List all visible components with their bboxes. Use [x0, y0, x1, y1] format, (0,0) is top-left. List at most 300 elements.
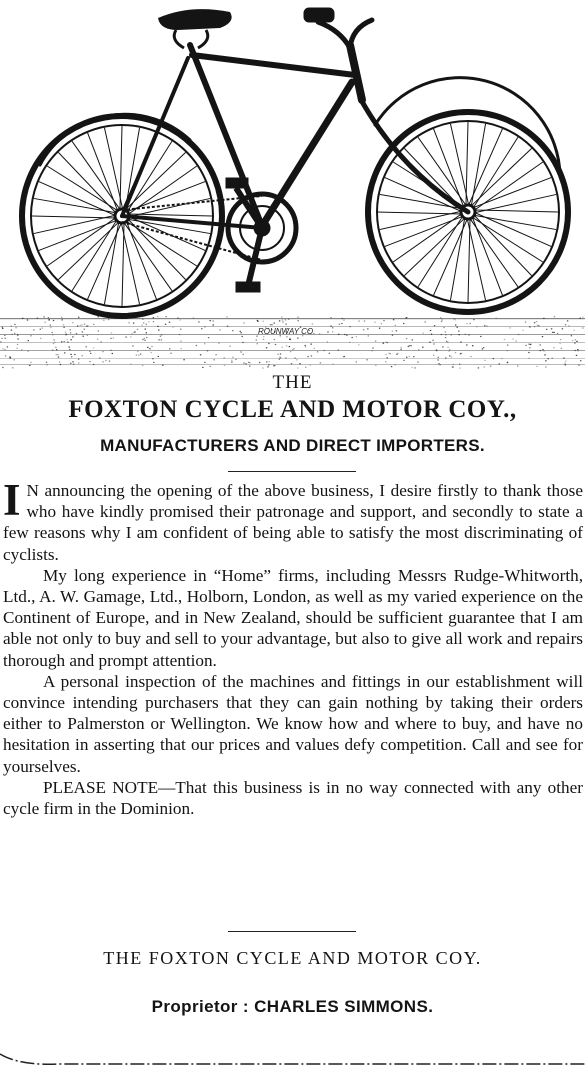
ground-dot	[196, 345, 197, 346]
ground-dot	[56, 349, 57, 350]
ground-dot	[144, 340, 145, 341]
ground-dot	[249, 366, 250, 367]
ground-dot	[150, 348, 151, 349]
ground-dot	[575, 350, 576, 351]
ground-dot	[379, 328, 380, 329]
ground-dot	[224, 357, 225, 358]
ground-dot	[565, 324, 566, 325]
ground-dot	[161, 339, 162, 340]
ground-dot	[109, 361, 110, 362]
ground-dot	[478, 367, 479, 368]
ground-dot	[279, 359, 280, 360]
ground-dot	[70, 332, 71, 333]
ground-dot	[198, 321, 199, 322]
ground-dot	[580, 360, 581, 361]
ground-dot	[395, 325, 396, 326]
ground-dot	[273, 365, 274, 366]
ground-dot	[406, 338, 407, 339]
ground-dot	[84, 329, 85, 330]
ground-dot	[98, 316, 99, 317]
ground-dot	[207, 350, 208, 351]
wheel-spoke	[472, 216, 502, 295]
ground-dot	[554, 316, 555, 317]
ground-dot	[282, 347, 283, 348]
ground-dot	[63, 327, 64, 328]
ground-dot	[507, 345, 508, 346]
ground-dot	[447, 342, 448, 343]
ground-dot	[343, 356, 344, 357]
ground-dot	[215, 354, 216, 355]
ground-dot	[46, 364, 47, 365]
ground-dot	[67, 342, 68, 343]
ground-dot	[542, 336, 543, 337]
ground-dot	[295, 358, 296, 359]
ground-dot	[22, 318, 23, 319]
ground-dot	[413, 356, 414, 357]
ground-dot	[470, 356, 471, 357]
ground-dot	[263, 321, 264, 322]
ground-dot	[93, 364, 94, 365]
ground-dot	[37, 318, 38, 319]
ground-dot	[17, 334, 18, 335]
ground-dot	[408, 346, 409, 347]
ground-dot	[17, 344, 18, 345]
ground-dot	[142, 365, 143, 366]
ground-dot	[86, 346, 87, 347]
ground-dot	[70, 329, 71, 330]
ground-dot	[93, 324, 94, 325]
ground-dot	[61, 317, 62, 318]
paragraph-4: PLEASE NOTE—That this business is in no way connected with any other cycle firm in the Dominion.	[3, 777, 583, 819]
ground-dot	[162, 365, 163, 366]
ground-dot	[183, 359, 184, 360]
ground-dot	[213, 320, 214, 321]
ground-dot	[445, 334, 446, 335]
ground-dot	[268, 364, 269, 365]
ground-dot	[280, 353, 281, 354]
ground-dot	[286, 336, 287, 337]
ground-dot	[140, 354, 141, 355]
ground-dot	[69, 349, 70, 350]
ground-dot	[29, 365, 30, 366]
ground-dot	[82, 331, 83, 332]
ground-dot	[297, 317, 298, 318]
ground-dot	[151, 352, 152, 353]
ground-dot	[552, 358, 553, 359]
wheel-spoke	[32, 216, 116, 218]
ground-dot	[311, 355, 312, 356]
ground-dot	[30, 362, 31, 363]
ground-dot	[314, 348, 315, 349]
ground-dot	[53, 339, 54, 340]
ground-dot	[425, 321, 426, 322]
ground-dot	[158, 330, 159, 331]
ground-dot	[293, 348, 294, 349]
ground-dot	[290, 339, 291, 340]
ground-dot	[582, 327, 583, 328]
ground-dot	[381, 323, 382, 324]
ground-dot	[528, 344, 529, 345]
ground-dot	[482, 348, 483, 349]
ground-dot	[274, 339, 275, 340]
ground-dot	[455, 319, 456, 320]
ground-dot	[453, 364, 454, 365]
ground-dot	[538, 325, 539, 326]
ground-dot	[231, 362, 232, 363]
ground-dot	[259, 362, 260, 363]
ground-dot	[358, 344, 359, 345]
ground-dot	[165, 324, 166, 325]
ground-dot	[363, 329, 364, 330]
ground-dot	[2, 327, 3, 328]
ground-dot	[540, 344, 541, 345]
ground-dot	[563, 358, 564, 359]
wheel-spoke	[128, 198, 210, 216]
ground-dot	[232, 357, 233, 358]
ground-dot	[395, 364, 396, 365]
ground-dot	[451, 356, 452, 357]
ground-dot	[142, 339, 143, 340]
ground-dot	[271, 324, 272, 325]
ground-dot	[193, 317, 194, 318]
ground-dot	[146, 337, 147, 338]
ground-dot	[441, 320, 442, 321]
ground-dot	[422, 347, 423, 348]
ground-dot	[483, 366, 484, 367]
ground-dot	[15, 327, 16, 328]
ground-dot	[46, 362, 47, 363]
ground-dot	[50, 325, 51, 326]
ground-dot	[108, 319, 109, 320]
ground-dot	[466, 323, 467, 324]
ground-dot	[388, 353, 389, 354]
footer-company-name: THE FOXTON CYCLE AND MOTOR COY.	[103, 948, 482, 968]
wheel-spoke	[466, 122, 468, 206]
wheel-spoke	[468, 218, 470, 302]
ground-dot	[21, 349, 22, 350]
ground-dot	[577, 349, 578, 350]
ground-dot	[17, 335, 18, 336]
ground-dot	[443, 327, 444, 328]
ground-dot	[372, 348, 373, 349]
ground-dot	[447, 347, 448, 348]
ground-dot	[551, 328, 552, 329]
ground-dot	[409, 356, 410, 357]
ground-dot	[383, 320, 384, 321]
ground-dot	[130, 336, 131, 337]
ground-dot	[160, 336, 161, 337]
ground-dot	[202, 367, 203, 368]
ground-dot	[73, 364, 74, 365]
wheel-spoke	[434, 129, 464, 208]
ground-dot	[112, 353, 113, 354]
ground-dot	[390, 353, 391, 354]
ground-dot	[245, 363, 246, 364]
illustration-caption: ROUNWAY CO.	[258, 327, 316, 336]
ground-dot	[181, 348, 182, 349]
ground-dot	[405, 317, 406, 318]
ground-dot	[449, 349, 450, 350]
ground-dot	[518, 334, 519, 335]
divider-top	[228, 471, 356, 472]
ground-dot	[279, 357, 280, 358]
ground-dot	[70, 339, 71, 340]
ground-dot	[567, 320, 568, 321]
ground-dot	[453, 318, 454, 319]
ground-dot	[457, 327, 458, 328]
ground-dot	[49, 319, 50, 320]
ground-dot	[557, 333, 558, 334]
ground-dot	[495, 318, 496, 319]
ground-dot	[391, 366, 392, 367]
ground-dot	[59, 361, 60, 362]
ground-dot	[172, 327, 173, 328]
ground-dot	[224, 365, 225, 366]
ground-dot	[282, 320, 283, 321]
ground-dot	[472, 345, 473, 346]
ground-dot	[480, 336, 481, 337]
ground-dot	[542, 349, 543, 350]
ground-dot	[12, 367, 13, 368]
ground-dot	[52, 332, 53, 333]
ground-dot	[69, 346, 70, 347]
ground-dot	[451, 334, 452, 335]
ground-dot	[565, 360, 566, 361]
ground-dot	[266, 361, 267, 362]
ground-dot	[240, 331, 241, 332]
ground-dot	[568, 325, 569, 326]
ground-dot	[582, 317, 583, 318]
wheel-spoke	[120, 126, 122, 210]
ground-dot	[559, 343, 560, 344]
ground-dot	[548, 358, 549, 359]
ground-dot	[102, 351, 103, 352]
ground-dot	[296, 359, 297, 360]
ground-dot	[515, 341, 516, 342]
ground-dot	[445, 337, 446, 338]
ground-dot	[356, 336, 357, 337]
ground-dot	[310, 365, 311, 366]
ground-dot	[145, 329, 146, 330]
ground-dot	[132, 345, 133, 346]
ground-dot	[440, 364, 441, 365]
ground-dot	[484, 360, 485, 361]
ground-dot	[371, 350, 372, 351]
ground-dot	[486, 325, 487, 326]
ground-dot	[525, 345, 526, 346]
ground-dot	[70, 363, 71, 364]
ground-dot	[540, 350, 541, 351]
ground-dot	[545, 360, 546, 361]
ground-dot	[349, 326, 350, 327]
ground-dot	[268, 361, 269, 362]
ground-dot	[133, 332, 134, 333]
ground-dot	[99, 357, 100, 358]
ground-dot	[5, 355, 6, 356]
ground-dot	[80, 325, 81, 326]
ground-dot	[346, 335, 347, 336]
ground-dot	[78, 362, 79, 363]
ground-dot	[16, 348, 17, 349]
ground-dot	[11, 334, 12, 335]
ground-dot	[543, 318, 544, 319]
ground-dot	[248, 362, 249, 363]
ground-dot	[338, 334, 339, 335]
ground-dot	[9, 356, 10, 357]
ground-dot	[338, 349, 339, 350]
ground-dot	[465, 334, 466, 335]
ground-dot	[459, 364, 460, 365]
ground-dot	[449, 355, 450, 356]
ground-dot	[392, 331, 393, 332]
ground-dot	[219, 329, 220, 330]
ground-dot	[210, 366, 211, 367]
ground-dot	[291, 363, 292, 364]
ground-dot	[111, 350, 112, 351]
ground-dot	[98, 330, 99, 331]
ground-dot	[430, 330, 431, 331]
wheel-spoke	[122, 222, 124, 306]
ground-dot	[93, 347, 94, 348]
ground-dot	[78, 317, 79, 318]
ground-dot	[14, 359, 15, 360]
ground-dot	[458, 331, 459, 332]
ground-dot	[484, 325, 485, 326]
ground-dot	[267, 366, 268, 367]
ground-dot	[28, 351, 29, 352]
ground-dot	[177, 318, 178, 319]
divider-bottom	[228, 931, 356, 932]
ground-dot	[410, 345, 411, 346]
ground-dot	[448, 351, 449, 352]
ground-dot	[180, 341, 181, 342]
ground-dot	[507, 350, 508, 351]
ground-dot	[78, 359, 79, 360]
ground-dot	[263, 339, 264, 340]
ground-dot	[288, 319, 289, 320]
ground-dot	[312, 324, 313, 325]
ground-dot	[137, 329, 138, 330]
ground-dot	[375, 341, 376, 342]
ground-dot	[396, 354, 397, 355]
ground-dot	[432, 340, 433, 341]
ground-dot	[571, 335, 572, 336]
ground-dot	[356, 361, 357, 362]
drop-cap: I	[3, 475, 21, 525]
ground-dot	[285, 357, 286, 358]
ground-dot	[53, 343, 54, 344]
ground-dot	[324, 350, 325, 351]
ground-dot	[441, 334, 442, 335]
ground-dot	[146, 324, 147, 325]
ground-dot	[375, 365, 376, 366]
ground-dot	[67, 339, 68, 340]
ground-dot	[576, 355, 577, 356]
ground-dot	[180, 329, 181, 330]
ground-dot	[146, 332, 147, 333]
ground-dot	[242, 342, 243, 343]
ground-dot	[460, 353, 461, 354]
ground-dot	[2, 367, 3, 368]
ground-dot	[343, 320, 344, 321]
ground-dot	[11, 330, 12, 331]
ground-dot	[534, 326, 535, 327]
wheel-spoke	[88, 133, 118, 212]
ground-dot	[329, 353, 330, 354]
ground-dot	[423, 333, 424, 334]
ground-dot	[403, 323, 404, 324]
ground-dot	[580, 318, 581, 319]
ground-dot	[507, 362, 508, 363]
ground-dot	[83, 336, 84, 337]
ground-dot	[60, 364, 61, 365]
ground-dot	[368, 335, 369, 336]
ground-dot	[231, 360, 232, 361]
ground-dot	[153, 321, 154, 322]
ground-dot	[277, 354, 278, 355]
ground-dot	[0, 341, 1, 342]
ground-dot	[274, 323, 275, 324]
ground-dot	[33, 329, 34, 330]
ground-dot	[262, 368, 263, 369]
ground-dot	[383, 342, 384, 343]
ground-dot	[349, 342, 350, 343]
ground-dot	[298, 320, 299, 321]
ground-dot	[263, 336, 264, 337]
ground-dot	[546, 329, 547, 330]
ground-dot	[330, 317, 331, 318]
ground-dot	[344, 334, 345, 335]
ground-dot	[84, 324, 85, 325]
ground-dot	[128, 322, 129, 323]
ground-dot	[466, 344, 467, 345]
ground-dot	[30, 335, 31, 336]
ground-texture	[0, 318, 585, 365]
wheel-spoke	[474, 194, 556, 212]
ground-dot	[257, 343, 258, 344]
ground-dot	[393, 319, 394, 320]
ground-dot	[574, 342, 575, 343]
ground-dot	[210, 320, 211, 321]
ground-dot	[512, 338, 513, 339]
ground-dot	[442, 346, 443, 347]
ground-dot	[204, 326, 205, 327]
ground-dot	[7, 346, 8, 347]
ground-dot	[504, 339, 505, 340]
ground-dot	[77, 325, 78, 326]
ground-dot	[72, 336, 73, 337]
ground-dot	[102, 361, 103, 362]
ground-dot	[153, 362, 154, 363]
ground-dot	[235, 359, 236, 360]
ground-dot	[137, 351, 138, 352]
ground-dot	[374, 322, 375, 323]
ground-dot	[55, 347, 56, 348]
wheel-spoke	[126, 220, 156, 299]
ground-dot	[562, 328, 563, 329]
ground-dot	[517, 365, 518, 366]
ground-dot	[311, 344, 312, 345]
ground-dot	[536, 321, 537, 322]
ground-dot	[153, 317, 154, 318]
ground-dot	[27, 319, 28, 320]
ground-dot	[576, 341, 577, 342]
ground-dot	[411, 367, 412, 368]
ground-dot	[250, 362, 251, 363]
ground-dot	[130, 363, 131, 364]
ground-dot	[431, 334, 432, 335]
ground-dot	[281, 317, 282, 318]
